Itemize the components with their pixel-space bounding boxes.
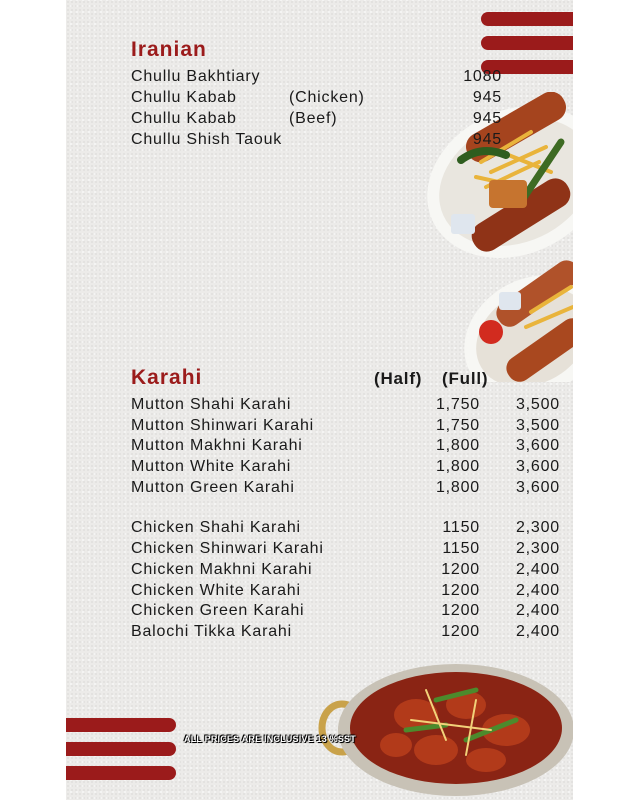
decorative-stripe xyxy=(481,36,573,50)
item-price-half: 1,750 xyxy=(435,396,480,413)
karahi-bowl-image xyxy=(316,660,573,800)
item-price-full: 3,600 xyxy=(515,479,560,496)
item-price-half: 1150 xyxy=(442,540,480,557)
item-variant: (Chicken) xyxy=(289,89,365,106)
item-price-half: 1,800 xyxy=(435,437,480,454)
item-name: Mutton Shahi Karahi xyxy=(131,396,292,413)
item-name: Chicken Shinwari Karahi xyxy=(131,540,324,557)
column-header-half: (Half) xyxy=(374,369,423,388)
item-price-full: 2,300 xyxy=(515,540,560,557)
item-name: Chicken Green Karahi xyxy=(131,602,305,619)
item-price-full: 2,300 xyxy=(515,519,560,536)
item-name: Chullu Kabab xyxy=(131,110,237,127)
item-name: Chicken Makhni Karahi xyxy=(131,561,313,578)
item-price: 945 xyxy=(472,89,502,106)
item-price-half: 1200 xyxy=(441,623,480,640)
column-header-full: (Full) xyxy=(442,369,489,388)
item-name: Chullu Bakhtiary xyxy=(131,68,261,85)
item-price-full: 3,500 xyxy=(515,417,560,434)
item-variant: (Beef) xyxy=(289,110,338,127)
section-title-karahi: Karahi xyxy=(131,366,203,389)
item-price-full: 2,400 xyxy=(515,582,560,599)
item-price-full: 2,400 xyxy=(515,561,560,578)
item-price: 945 xyxy=(472,131,502,148)
item-price-half: 1200 xyxy=(441,561,480,578)
item-price-half: 1,750 xyxy=(435,417,480,434)
item-name: Chullu Kabab xyxy=(131,89,237,106)
item-price-full: 3,500 xyxy=(515,396,560,413)
item-price-half: 1,800 xyxy=(435,458,480,475)
item-name: Mutton Shinwari Karahi xyxy=(131,417,315,434)
item-name: Mutton Green Karahi xyxy=(131,479,295,496)
decorative-stripe xyxy=(481,12,573,26)
item-price-half: 1200 xyxy=(441,602,480,619)
item-name: Chicken Shahi Karahi xyxy=(131,519,301,536)
item-price-full: 2,400 xyxy=(515,602,560,619)
item-price: 1080 xyxy=(463,68,502,85)
decorative-stripe xyxy=(66,766,176,780)
item-name: Chicken White Karahi xyxy=(131,582,301,599)
decorative-stripe xyxy=(66,742,176,756)
tax-note: ALL PRICES ARE INCLUSIVE 13 %SST xyxy=(184,734,356,744)
item-name: Mutton White Karahi xyxy=(131,458,292,475)
item-price-full: 3,600 xyxy=(515,437,560,454)
item-name: Balochi Tikka Karahi xyxy=(131,623,292,640)
menu-page xyxy=(66,0,573,800)
item-price-half: 1,800 xyxy=(435,479,480,496)
item-name: Mutton Makhni Karahi xyxy=(131,437,303,454)
item-price-half: 1150 xyxy=(442,519,480,536)
item-price-full: 3,600 xyxy=(515,458,560,475)
item-name: Chullu Shish Taouk xyxy=(131,131,283,148)
decorative-stripe xyxy=(66,718,176,732)
section-title-iranian: Iranian xyxy=(131,38,207,61)
item-price-full: 2,400 xyxy=(515,623,560,640)
item-price: 945 xyxy=(472,110,502,127)
item-price-half: 1200 xyxy=(441,582,480,599)
